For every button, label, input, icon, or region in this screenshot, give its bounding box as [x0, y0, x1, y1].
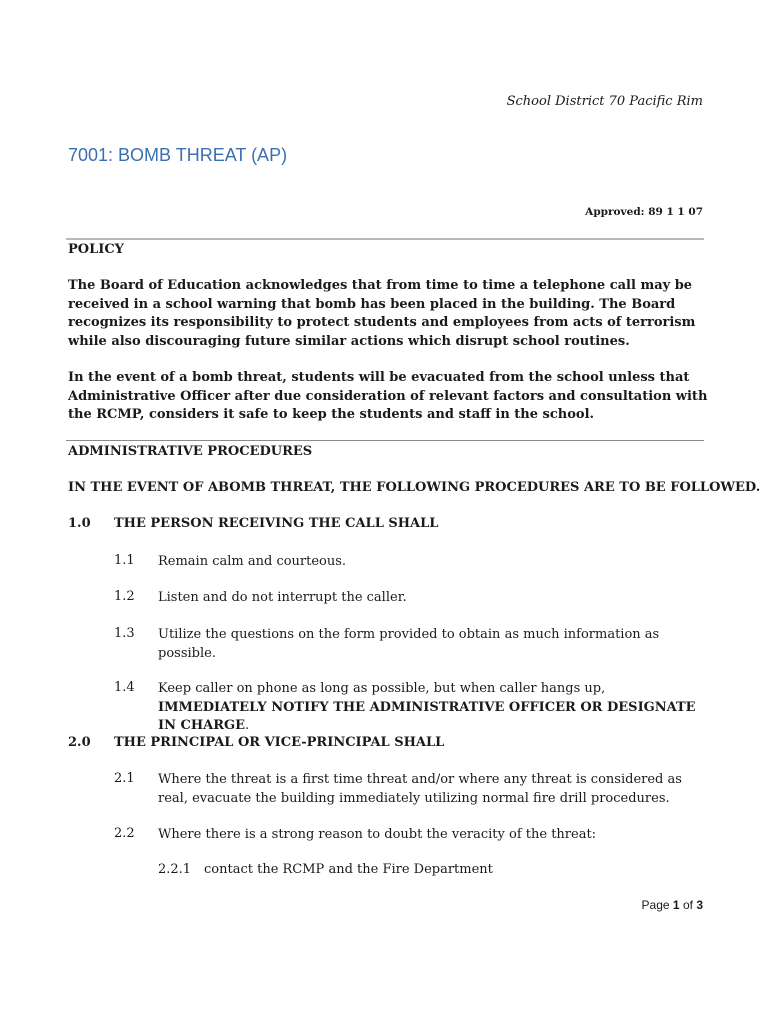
divider — [66, 238, 704, 240]
item-number: 2.2.1 — [158, 862, 192, 877]
item-text: Listen and do not interrupt the caller. — [158, 590, 407, 605]
item-number: 1.4 — [114, 680, 135, 695]
procedures-intro: IN THE EVENT OF ABOMB THREAT, THE FOLLOWING PROCEDURES ARE TO BE FOLLOWED. — [68, 480, 761, 495]
divider — [66, 440, 704, 441]
approval-date: Approved: 89 1 1 07 — [585, 206, 703, 218]
page-total: 3 — [696, 898, 703, 912]
item-number: 2.1 — [114, 771, 135, 786]
item-text: Utilize the questions on the form provided to obtain as much information as possible. — [158, 627, 660, 661]
item-text — [158, 680, 708, 736]
item-text-emphasis: IMMEDIATELY NOTIFY THE ADMINISTRATIVE OFFICER OR DESIGNATE IN CHARGE — [158, 699, 696, 733]
section-number: 1.0 — [68, 516, 91, 531]
district-name: School District 70 Pacific Rim — [506, 94, 703, 109]
section-title: THE PERSON RECEIVING THE CALL SHALL — [114, 516, 439, 531]
item-number: 2.2 — [114, 826, 135, 841]
page-of: of — [682, 898, 693, 912]
page-label: Page — [641, 898, 670, 912]
item-text-suffix: . — [245, 718, 250, 733]
item-number: 1.1 — [114, 553, 135, 568]
section-number: 2.0 — [68, 735, 91, 750]
item-number: 1.2 — [114, 589, 135, 604]
page-title: 7001: BOMB THREAT (AP) — [68, 145, 288, 165]
item-text: Remain calm and courteous. — [158, 554, 347, 569]
procedures-heading: ADMINISTRATIVE PROCEDURES — [68, 444, 313, 459]
item-text: contact the RCMP and the Fire Department — [204, 862, 493, 877]
item-number: 1.3 — [114, 626, 135, 641]
policy-paragraph-2: In the event of a bomb threat, students will be evacuated from the school unless that Administrative Officer after due consideration of relevant factors and consultation with the RCMP, considers it safe to keep the students and staff in the school. — [68, 370, 708, 422]
page-number — [642, 898, 703, 912]
page-current: 1 — [672, 898, 680, 912]
item-text: Where the threat is a first time threat and/or where any threat is considered as real, evacuate the building immediately utilizing normal fire drill procedures. — [158, 772, 682, 806]
item-text: Where there is a strong reason to doubt the veracity of the threat: — [158, 827, 597, 842]
section-title: THE PRINCIPAL OR VICE-PRINCIPAL SHALL — [114, 735, 445, 750]
policy-heading: POLICY — [68, 242, 124, 257]
item-text-plain: Keep caller on phone as long as possible, but when caller hangs up, — [158, 681, 606, 696]
policy-paragraph-1: The Board of Education acknowledges that from time to time a telephone call may be received in a school warning that bomb has been placed in the building. The Board recognizes its responsibility to protect students and employees from acts of terrorism while also discouraging future similar actions which disrupt school routines. — [68, 278, 696, 349]
